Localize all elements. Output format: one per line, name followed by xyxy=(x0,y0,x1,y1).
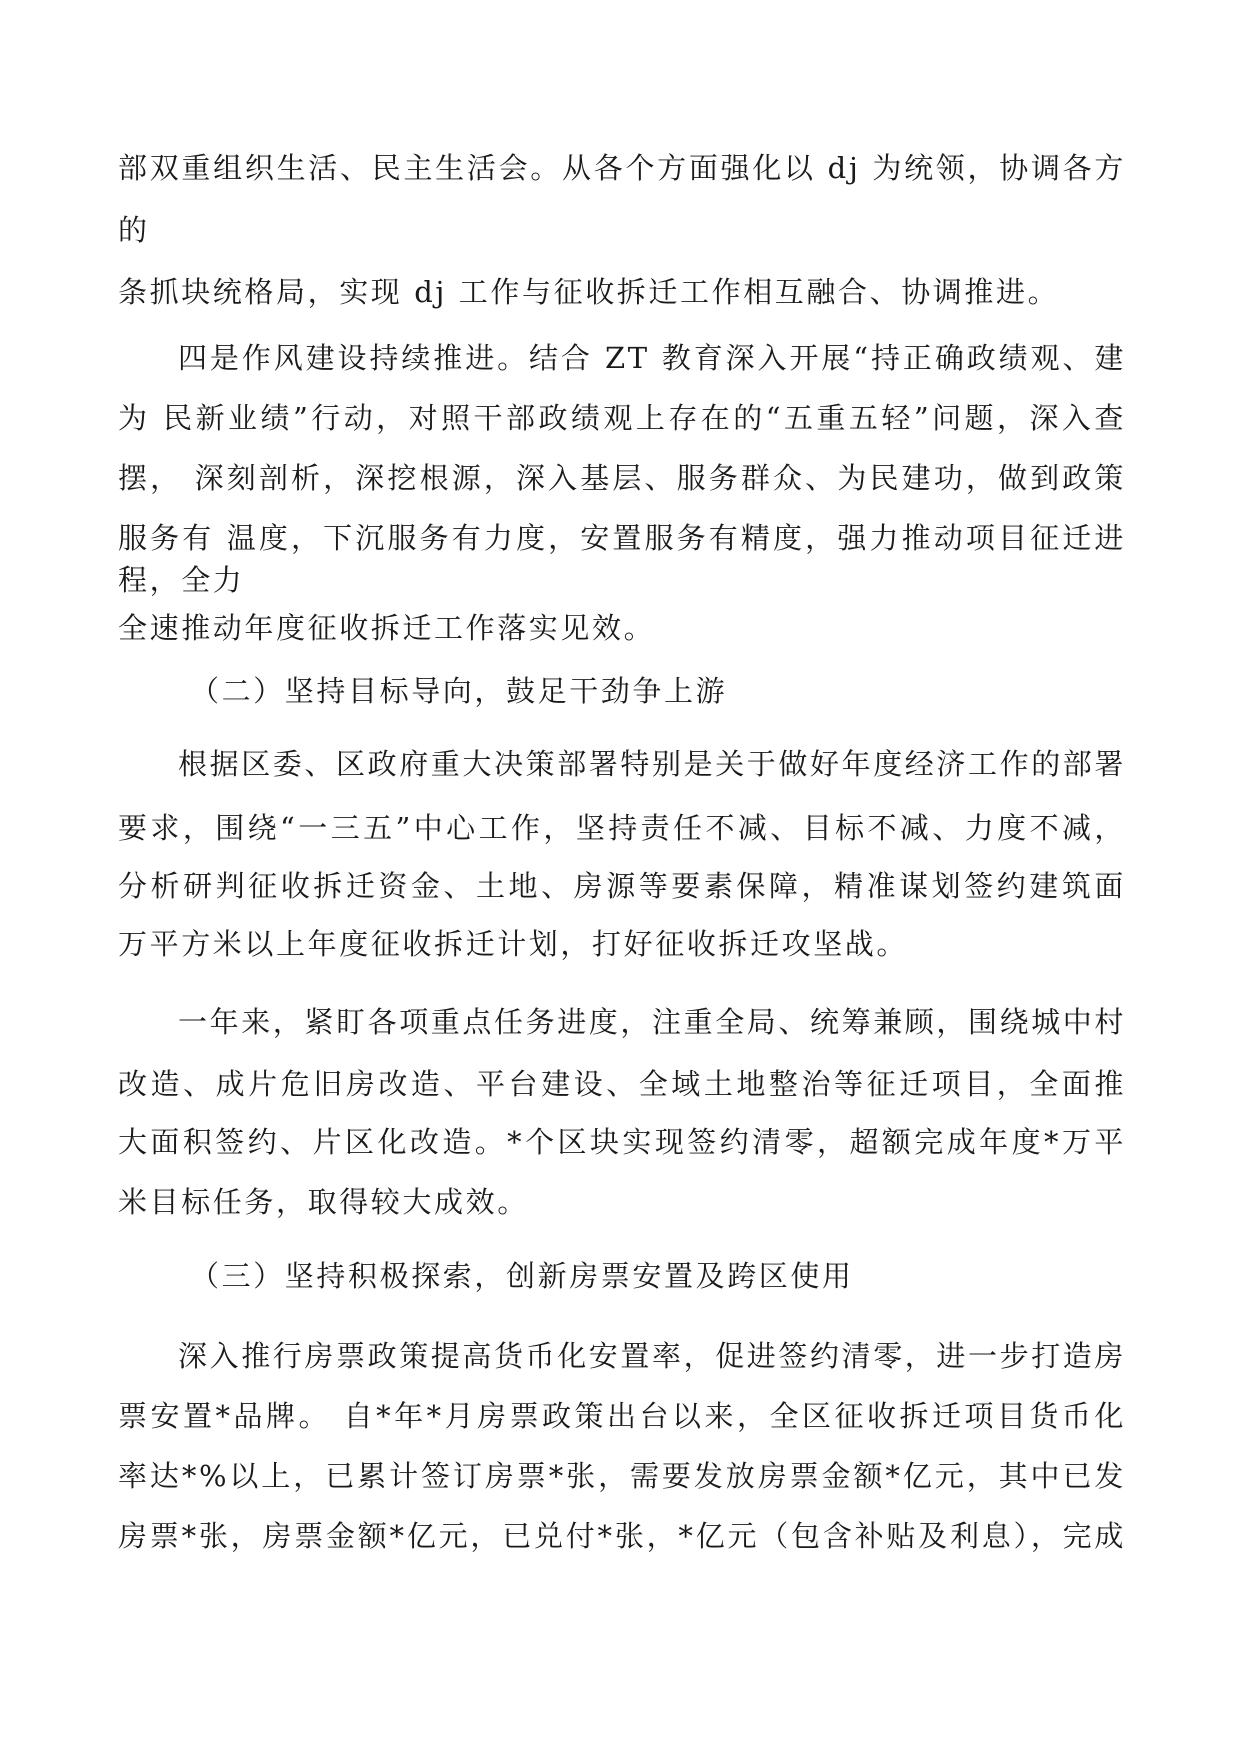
text-line: 分析研判征收拆迁资金、土地、房源等要素保障，精准谋划签约建筑面 xyxy=(118,869,1126,903)
text-line: 条抓块统格局，实现 dj 工作与征收拆迁工作相互融合、协调推进。 xyxy=(118,275,1060,309)
text-line: 为 民新业绩”行动，对照干部政绩观上存在的“五重五轻”问题，深入查 xyxy=(118,401,1126,435)
text-line: 部双重组织生活、民主生活会。从各个方面强化以 dj 为统领，协调各方 xyxy=(118,151,1126,185)
text-line: 率达*%以上，已累计签订房票*张，需要发放房票金额*亿元，其中已发 xyxy=(118,1459,1126,1493)
text-line: 程，全力 xyxy=(118,563,245,597)
text-line: 房票*张，房票金额*亿元，已兑付*张，*亿元（包含补贴及利息），完成 xyxy=(118,1519,1126,1553)
paragraph-first-line: 深入推行房票政策提高货币化安置率，促进签约清零，进一步打造房 xyxy=(178,1339,1126,1373)
paragraph-first-line: 根据区委、区政府重大决策部署特别是关于做好年度经济工作的部署 xyxy=(178,747,1126,781)
text-line: 全速推动年度征收拆迁工作落实见效。 xyxy=(118,611,656,645)
text-line: 要求，围绕“一三五”中心工作，坚持责任不减、目标不减、力度不减， xyxy=(118,811,1126,845)
paragraph-first-line: 一年来，紧盯各项重点任务进度，注重全局、统筹兼顾，围绕城中村 xyxy=(178,1005,1126,1039)
text-line: 的 xyxy=(118,213,150,247)
paragraph-first-line: 四是作风建设持续推进。结合 ZT 教育深入开展“持正确政绩观、建 xyxy=(178,341,1126,375)
section-heading: （三）坚持积极探索，创新房票安置及跨区使用 xyxy=(190,1259,854,1293)
text-line: 服务有 温度，下沉服务有力度，安置服务有精度，强力推动项目征迁进 xyxy=(118,521,1126,555)
text-line: 摆， 深刻剖析，深挖根源，深入基层、服务群众、为民建功，做到政策 xyxy=(118,461,1126,495)
text-line: 万平方米以上年度征收拆迁计划，打好征收拆迁攻坚战。 xyxy=(118,927,909,961)
section-heading: （二）坚持目标导向，鼓足干劲争上游 xyxy=(190,674,728,708)
text-line: 大面积签约、片区化改造。*个区块实现签约清零，超额完成年度*万平 xyxy=(118,1125,1126,1159)
text-line: 米目标任务，取得较大成效。 xyxy=(118,1185,529,1219)
text-line: 改造、成片危旧房改造、平台建设、全域土地整治等征迁项目，全面推 xyxy=(118,1067,1126,1101)
text-line: 票安置*品牌。 自*年*月房票政策出台以来，全区征收拆迁项目货币化 xyxy=(118,1399,1126,1433)
